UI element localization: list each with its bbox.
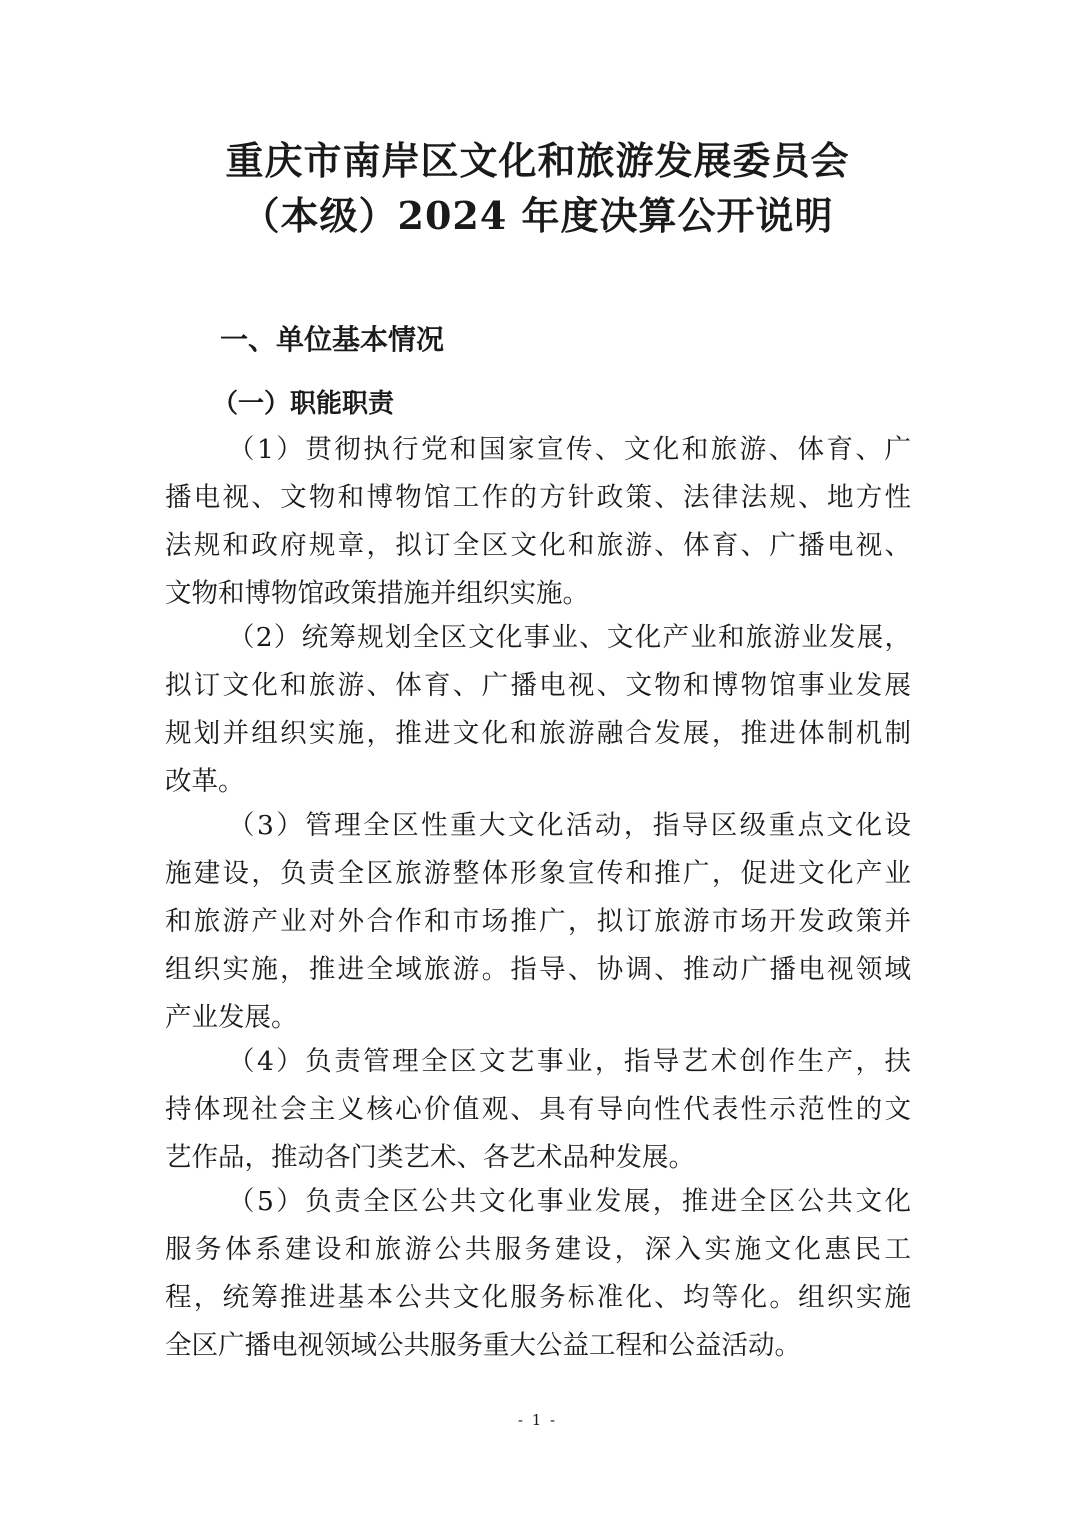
paragraph-line: 拟订文化和旅游、体育、广播电视、文物和博物馆事业发展 bbox=[165, 670, 911, 701]
paragraph-line: 全区广播电视领域公共服务重大公益工程和公益活动。 bbox=[165, 1330, 801, 1361]
paragraph-line: 和旅游产业对外合作和市场推广，拟订旅游市场开发政策并 bbox=[165, 906, 911, 937]
paragraph-line: （2）统筹规划全区文化事业、文化产业和旅游业发展， bbox=[228, 622, 911, 653]
document-title-line-2: （本级）2024 年度决算公开说明 bbox=[241, 193, 834, 238]
paragraph-line: 施建设，负责全区旅游整体形象宣传和推广，促进文化产业 bbox=[165, 858, 911, 889]
paragraph-line: 改革。 bbox=[165, 766, 245, 797]
paragraph-line: （4）负责管理全区文艺事业，指导艺术创作生产，扶 bbox=[228, 1046, 911, 1077]
paragraph-line: 文物和博物馆政策措施并组织实施。 bbox=[165, 578, 589, 609]
paragraph-line: （5）负责全区公共文化事业发展，推进全区公共文化 bbox=[228, 1186, 911, 1217]
paragraph-line: 组织实施，推进全域旅游。指导、协调、推动广播电视领域 bbox=[165, 954, 911, 985]
subsection-heading: （一）职能职责 bbox=[212, 389, 395, 419]
paragraph-line: （3）管理全区性重大文化活动，指导区级重点文化设 bbox=[228, 810, 911, 841]
document-title-line-1: 重庆市南岸区文化和旅游发展委员会 bbox=[225, 138, 850, 183]
paragraph-line: 程，统筹推进基本公共文化服务标准化、均等化。组织实施 bbox=[165, 1282, 911, 1313]
paragraph-line: 规划并组织实施，推进文化和旅游融合发展，推进体制机制 bbox=[165, 718, 911, 749]
paragraph-line: 艺作品，推动各门类艺术、各艺术品种发展。 bbox=[165, 1142, 695, 1173]
paragraph-line: （1）贯彻执行党和国家宣传、文化和旅游、体育、广 bbox=[228, 434, 911, 465]
section-heading: 一、单位基本情况 bbox=[220, 323, 445, 356]
paragraph-line: 产业发展。 bbox=[165, 1002, 298, 1033]
paragraph-line: 服务体系建设和旅游公共服务建设，深入实施文化惠民工 bbox=[165, 1234, 911, 1265]
paragraph-line: 播电视、文物和博物馆工作的方针政策、法律法规、地方性 bbox=[165, 482, 911, 513]
paragraph-line: 持体现社会主义核心价值观、具有导向性代表性示范性的文 bbox=[165, 1094, 911, 1125]
page-number: - 1 - bbox=[517, 1411, 558, 1429]
paragraph-line: 法规和政府规章，拟订全区文化和旅游、体育、广播电视、 bbox=[165, 530, 911, 561]
